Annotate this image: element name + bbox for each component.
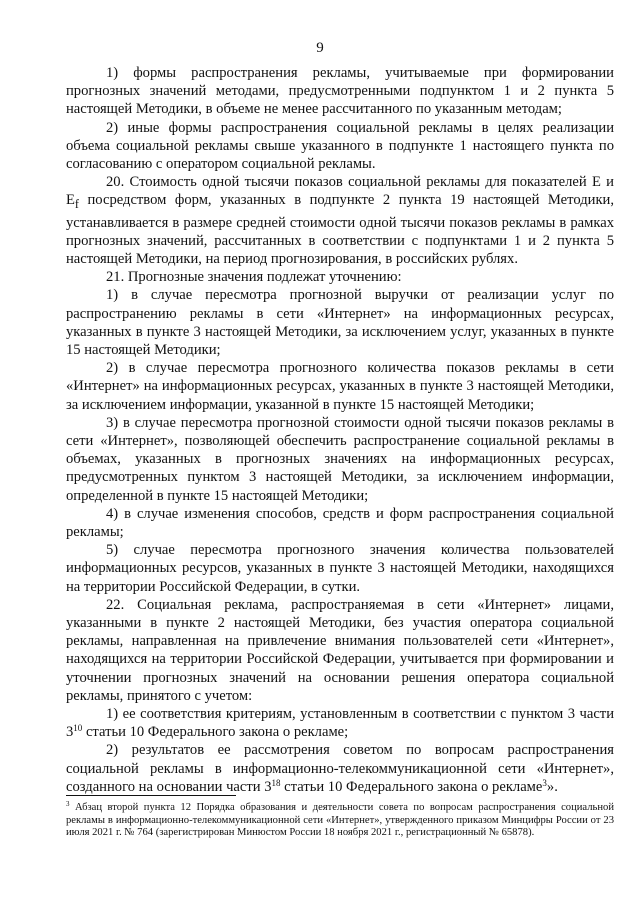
paragraph-21-2: 2) в случае пересмотра прогнозного количества показов рекламы в сети «Интернет» на информационных ресурсах, указанных в пункте 3 настоящей Методики, за исключением информации, указанной в пункте 15 настоящей Методики; (66, 360, 614, 413)
paragraph-20-subscript: f (74, 197, 79, 212)
paragraph-21: 21. Прогнозные значения подлежат уточнению: (106, 269, 402, 286)
paragraph-22-2-text-after: ». (546, 778, 558, 795)
paragraph-22-1-text-before: 1) ее соответствия критериям, установленным в соответствии с пунктом 3 части 3 (66, 706, 614, 741)
footnote-marker: 3 (66, 800, 70, 808)
paragraph-21-3: 3) в случае пересмотра прогнозной стоимости одной тысячи показов рекламы в сети «Интернет», позволяющей обеспечить распространение социальной рекламы в объемах, указанных в прогнозных значениях на информационных ресурсах, предусмотренных пунктом 3 настоящей Методики, за исключением информации, определенной в пункте 15 настоящей Методики; (66, 414, 614, 504)
footnote-reference-3[interactable]: 3 (542, 777, 547, 788)
paragraph-21-5: 5) случае пересмотра прогнозного значения количества пользователей информационных ресурсов, указанных в пункте 3 настоящей Методики, находящихся на территории Российской Федерации, в сутки. (66, 542, 614, 595)
paragraph-22-2-text-middle: статьи 10 Федерального закона о рекламе (280, 778, 543, 795)
paragraph-22-1-text-after: статьи 10 Федерального закона о рекламе; (82, 724, 349, 741)
paragraph-22-2-superscript: 18 (271, 777, 281, 788)
paragraph-22: 22. Социальная реклама, распространяемая в сети «Интернет» лицами, указанными в пункте 2 настоящей Методики, без участия оператора социальной рекламы, направленная на привлечение внимания пользователей сети «Интернет», находящихся на территории Российской Федерации, учитывается при формировании и уточнении прогнозных значений на основании решения оператора социальной рекламы, принятого с учетом: (66, 596, 614, 704)
paragraph-19-1: 1) формы распространения рекламы, учитываемые при формировании прогнозных значений методами, предусмотренными подпунктом 1 и 2 пункта 5 настоящей Методики, в объеме не менее рассчитанного по указанным методам; (66, 65, 614, 118)
paragraph-20 (66, 173, 614, 268)
footnote-3 (66, 802, 614, 840)
footnote-text: Абзац второй пункта 12 Порядка образования и деятельности совета по вопросам распространения социальной рекламы в информационно-телекоммуникационной сети «Интернет», утвержденного приказом Минцифры России от 23 июля 2021 г. № 764 (зарегистрирован Минюстом России 18 ноября 2021 г., регистрационный № 65878). (66, 802, 614, 839)
paragraph-19-2: 2) иные формы распространения социальной рекламы в целях реализации объема социальной рекламы свыше указанного в подпункте 1 настоящего пункта по согласованию с оператором социальной рекламы. (66, 119, 614, 173)
page-number: 9 (316, 40, 324, 56)
paragraph-22-2-text-before: 2) результатов ее рассмотрения советом по вопросам распространения социальной рекламы в информационно-телекоммуникационной сети «Интернет», созданного на основании части 3 (66, 742, 614, 795)
footnote-divider (66, 795, 236, 796)
paragraph-21-4: 4) в случае изменения способов, средств и форм распространения социальной рекламы; (66, 505, 614, 540)
paragraph-20-text-before: 20. Стоимость одной тысячи показов социальной рекламы для показателей E и E (66, 174, 614, 209)
paragraph-20-text-after: посредством форм, указанных в подпункте 2 пункта 19 настоящей Методики, устанавливается в размере средней стоимости одной тысячи показов рекламы в рамках прогнозных значений, рассчитанных в соответствии с подпунктами 1 и 2 пункта 5 настоящей Методики, на период прогнозирования, в российских рублях. (66, 192, 614, 267)
paragraph-22-1 (66, 705, 614, 741)
paragraph-21-1: 1) в случае пересмотра прогнозной выручки от реализации услуг по распространению рекламы в сети «Интернет» на информационных ресурсах, указанных в пункте 3 настоящей Методики, за исключением услуг, указанных в пункте 15 настоящей Методики; (66, 287, 614, 358)
document-body (66, 64, 614, 796)
paragraph-22-2 (66, 741, 614, 796)
paragraph-22-1-superscript: 10 (73, 723, 83, 734)
